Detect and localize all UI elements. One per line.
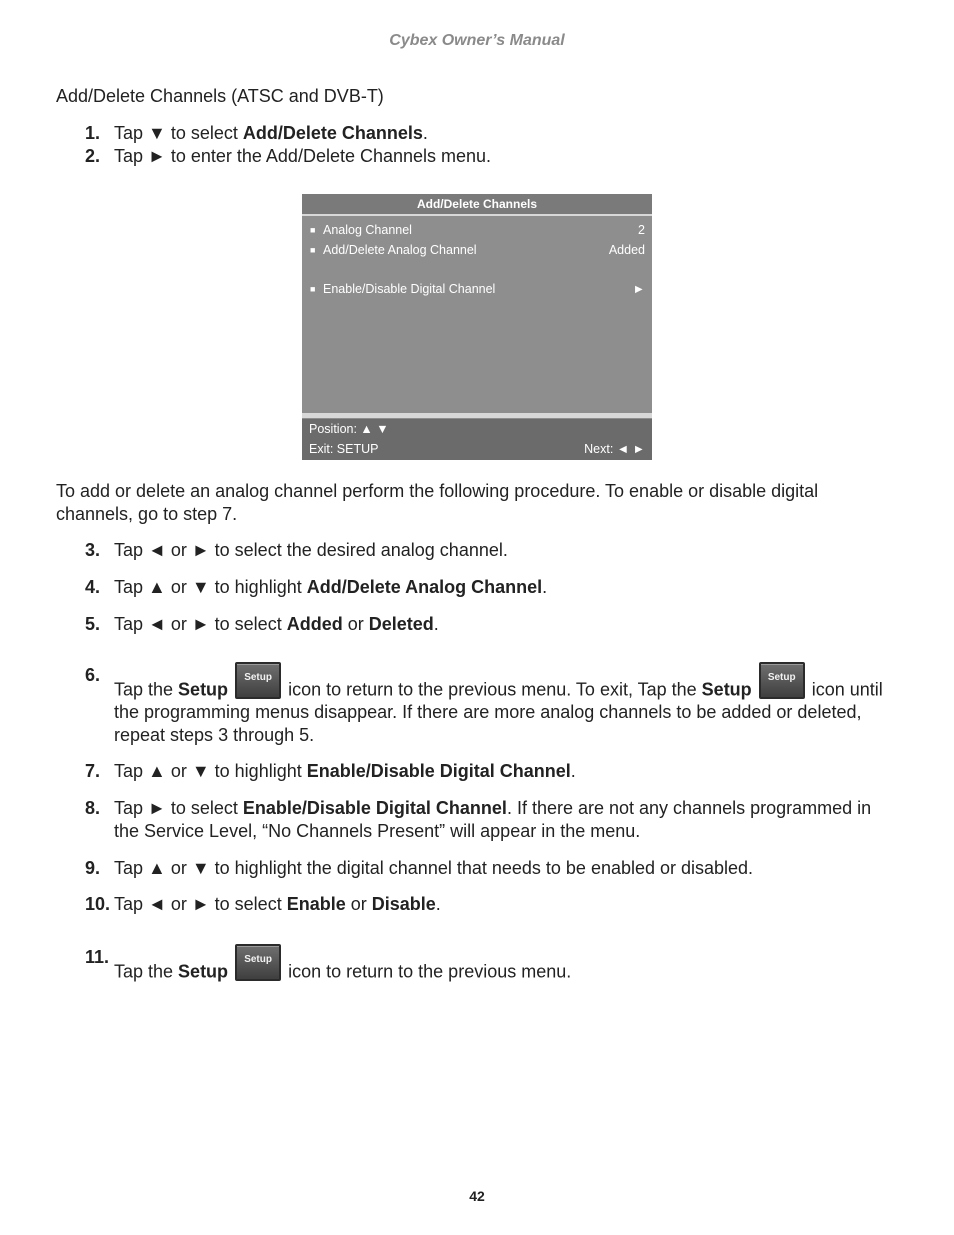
setup-icon-label: Setup [244, 672, 272, 683]
menu-item-enable-disable-digital-channel[interactable] [302, 279, 652, 299]
bullet-icon: ■ [310, 245, 316, 255]
step-10 [0, 893, 954, 916]
exit-hint: Exit: SETUP [309, 442, 379, 456]
step-number: 3. [85, 540, 101, 560]
step-7 [0, 760, 954, 783]
step-text: icon until the programming menus disappear. If there are more analog channels to be added or deleted, repeat steps 3 through 5. [114, 679, 883, 745]
step-bold-text: Add/Delete Channels [242, 123, 423, 143]
setup-icon-label: Setup [767, 672, 796, 683]
menu-item-label: Analog Channel [323, 223, 412, 237]
step-number: 4. [85, 576, 101, 597]
menu-divider [302, 413, 652, 418]
step-text: . [435, 894, 441, 914]
menu-footer [302, 419, 652, 460]
arrow-right-icon: ► [632, 282, 645, 296]
step-bold-text: Enable/Disable Digital Channel [242, 798, 507, 818]
step-text: Tap ► to select [114, 798, 243, 818]
steps-list-procedure [0, 539, 954, 983]
step-bold-text: Setup [701, 679, 752, 700]
step-bold-text: Setup [178, 679, 229, 700]
step-11 [0, 946, 954, 983]
step-number: 2. [85, 145, 101, 166]
step-text: Tap the [114, 961, 179, 981]
setup-icon[interactable] [759, 662, 805, 699]
step-1 [0, 122, 954, 145]
step-text: Tap ▲ or ▼ to highlight [114, 576, 307, 597]
step-text: Tap ► to enter the Add/Delete Channels menu. [114, 145, 492, 166]
step-text: icon to return to the previous menu. To exit, Tap the [288, 679, 702, 700]
add-delete-channels-menu [302, 194, 652, 460]
step-bold-text: Disable [371, 894, 436, 914]
step-text: Tap ◄ or ► to select [114, 894, 287, 914]
menu-item-value: Added [608, 243, 645, 257]
procedure-intro: To add or delete an analog channel perform the following procedure. To enable or disable digital channels, go to step 7. [56, 481, 819, 524]
steps-list-intro [0, 122, 954, 167]
setup-icon[interactable] [235, 662, 281, 699]
menu-item-analog-channel[interactable] [302, 220, 652, 240]
step-text: . [570, 761, 576, 781]
step-4 [0, 576, 954, 599]
step-number: 1. [85, 123, 101, 143]
step-text: . [422, 123, 428, 143]
step-2 [0, 145, 954, 168]
step-bold-text: Added [286, 613, 343, 634]
step-8 [0, 797, 954, 842]
step-bold-text: Setup [178, 961, 229, 981]
step-number: 7. [85, 761, 101, 781]
next-hint: Next: ◄ ► [584, 442, 645, 456]
step-text: . If there are not any channels programmed in the Service Level, “No Channels Present” will appear in the menu. [114, 798, 872, 841]
step-number: 6. [85, 665, 101, 685]
step-bold-text: Add/Delete Analog Channel [306, 576, 543, 597]
step-text: Tap ◄ or ► to select the desired analog channel. [114, 540, 508, 560]
step-text: Tap ◄ or ► to select [114, 613, 287, 634]
step-5 [0, 613, 954, 636]
step-text: Tap ▲ or ▼ to highlight [114, 761, 307, 781]
step-text: . [542, 576, 548, 597]
bullet-icon: ■ [310, 225, 316, 235]
step-number: 8. [85, 798, 101, 818]
page-number: 42 [469, 1188, 485, 1204]
step-number: 9. [85, 857, 101, 878]
step-text: icon to return to the previous menu. [288, 961, 572, 981]
running-header: Cybex Owner’s Manual [389, 32, 565, 49]
step-text: Tap ▲ or ▼ to highlight the digital channel that needs to be enabled or disabled. [114, 857, 754, 878]
bullet-icon: ■ [310, 284, 316, 294]
menu-body [302, 216, 652, 413]
menu-item-label: Add/Delete Analog Channel [323, 243, 477, 257]
step-text: . [433, 613, 439, 634]
step-text: Tap the [114, 679, 179, 700]
menu-item-label: Enable/Disable Digital Channel [323, 282, 496, 296]
section-title: Add/Delete Channels (ATSC and DVB-T) [56, 86, 384, 106]
step-text: or [342, 613, 369, 634]
menu-item-add-delete-analog-channel[interactable] [302, 240, 652, 260]
step-number: 10. [85, 894, 111, 914]
step-text: or [345, 894, 372, 914]
setup-icon[interactable] [235, 944, 281, 981]
step-bold-text: Deleted [368, 613, 434, 634]
step-number: 5. [85, 613, 101, 634]
step-number: 11. [85, 946, 110, 967]
step-3 [0, 539, 954, 562]
step-9 [0, 857, 954, 880]
step-bold-text: Enable/Disable Digital Channel [306, 761, 571, 781]
step-bold-text: Enable [286, 894, 346, 914]
setup-icon-label: Setup [244, 953, 272, 965]
step-text: Tap ▼ to select [114, 123, 243, 143]
position-hint: Position: ▲ ▼ [309, 422, 389, 436]
menu-item-value: 2 [638, 223, 645, 237]
menu-title: Add/Delete Channels [302, 194, 652, 216]
step-6 [0, 664, 954, 746]
